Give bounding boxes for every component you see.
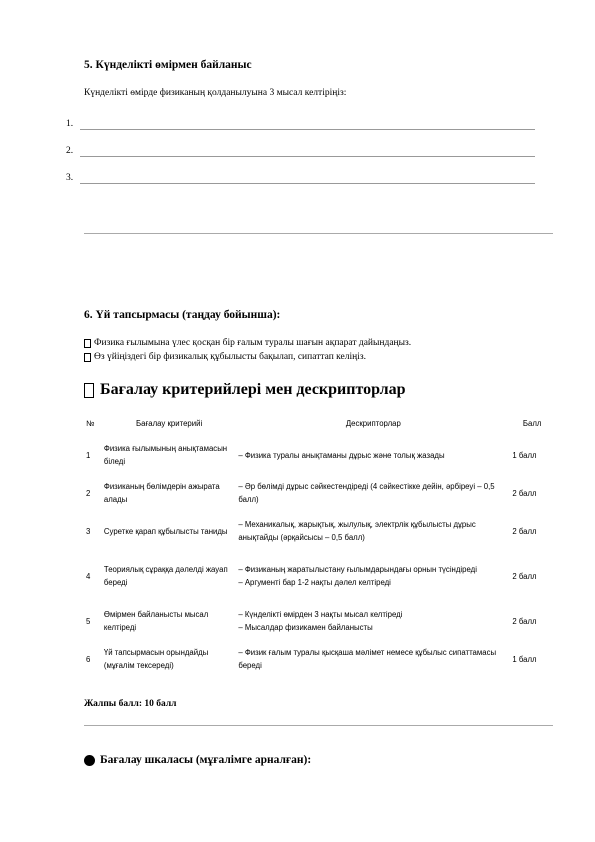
row-score: 1 балл [512, 450, 537, 460]
row-criterion: Үй тапсырмасын орындайды (мұғалім тексереді) [103, 648, 209, 670]
bullet-icon [84, 755, 95, 766]
row-score: 2 балл [512, 571, 537, 581]
homework-option-2-label: Өз үйіңіздегі бір физикалық құбылысты бақылап, сипаттап келіңіз. [94, 352, 366, 362]
table-row [84, 550, 554, 602]
row-score: 2 балл [512, 488, 537, 498]
row-criterion: Суретке қарап құбылысты таниды [103, 526, 228, 536]
row-score: 2 балл [512, 616, 537, 626]
criteria-table [84, 410, 554, 678]
row-score: 1 балл [512, 654, 537, 664]
row-num: 6 [86, 654, 91, 664]
answer-number-3: 3. [66, 173, 74, 183]
homework-option-2 [84, 352, 366, 362]
row-score: 2 балл [512, 526, 537, 536]
section6-title: 6. Үй тапсырмасы (таңдау бойынша): [84, 309, 281, 321]
row-num: 4 [86, 571, 91, 581]
checkbox-icon [84, 383, 94, 398]
answer-line-2[interactable] [80, 156, 535, 157]
row-num: 2 [86, 488, 91, 498]
answer-line-3[interactable] [80, 183, 535, 184]
header-criterion: Бағалау критерийі [136, 418, 203, 428]
table-row [84, 436, 554, 474]
table-header-row [84, 410, 554, 436]
homework-option-1 [84, 338, 411, 348]
row-descriptor: – Физик ғалым туралы қысқаша мәлімет немесе құбылыс сипаттамасы береді [238, 648, 497, 670]
section-divider [84, 233, 553, 234]
row-num: 1 [86, 450, 91, 460]
checkbox-icon [84, 339, 91, 348]
grading-scale-title-text: Бағалау шкаласы (мұғалімге арналған): [100, 754, 312, 766]
section-divider [84, 725, 553, 726]
row-criterion: Физика ғылымының анықтамасын біледі [103, 444, 228, 466]
row-descriptor: – Күнделікті өмірден 3 нақты мысал келтіреді – Мысалдар физикамен байланысты [238, 610, 403, 632]
row-criterion: Теориялық сұраққа дәлелді жауап береді [103, 565, 228, 587]
row-descriptor: – Физиканың жаратылыстану ғылымдарындағы орнын түсіндіреді – Аргументі бар 1-2 нақты дәлел келтіреді [238, 565, 477, 587]
table-row [84, 602, 554, 640]
answer-number-2: 2. [66, 146, 74, 156]
criteria-title [84, 381, 406, 399]
row-descriptor: – Физика туралы анықтаманы дұрыс және толық жазады [238, 450, 445, 460]
section5-title: 5. Күнделікті өмірмен байланыс [84, 59, 252, 71]
header-descriptor: Дескрипторлар [345, 418, 401, 428]
section5-instruction: Күнделікті өмірде физиканың қолданылуына 3 мысал келтіріңіз: [84, 88, 347, 98]
row-descriptor: – Механикалық, жарықтық, жылулық, электрлік құбылысты дұрыс анықтайды (әрқайсысы – 0,5 балл) [238, 520, 476, 542]
table-row [84, 512, 554, 550]
homework-option-1-label: Физика ғылымына үлес қосқан бір ғалым туралы шағын ақпарат дайындаңыз. [94, 338, 412, 348]
header-num: № [86, 418, 95, 428]
grading-scale-title [84, 754, 311, 766]
checkbox-icon [84, 353, 91, 362]
answer-number-1: 1. [66, 119, 74, 129]
row-descriptor: – Әр бөлімді дұрыс сәйкестендіреді (4 сәйкестікке дейін, әрбіреуі – 0,5 балл) [238, 482, 495, 504]
row-criterion: Өмірмен байланысты мысал келтіреді [103, 610, 209, 632]
total-score: Жалпы балл: 10 балл [84, 699, 177, 709]
header-score: Балл [522, 418, 542, 428]
answer-line-1[interactable] [80, 129, 535, 130]
table-row [84, 474, 554, 512]
table-row [84, 640, 554, 678]
criteria-title-text: Бағалау критерийлері мен дескрипторлар [100, 381, 406, 398]
row-criterion: Физиканың бөлімдерін ажырата алады [103, 482, 220, 504]
row-num: 5 [86, 616, 91, 626]
row-num: 3 [86, 526, 91, 536]
